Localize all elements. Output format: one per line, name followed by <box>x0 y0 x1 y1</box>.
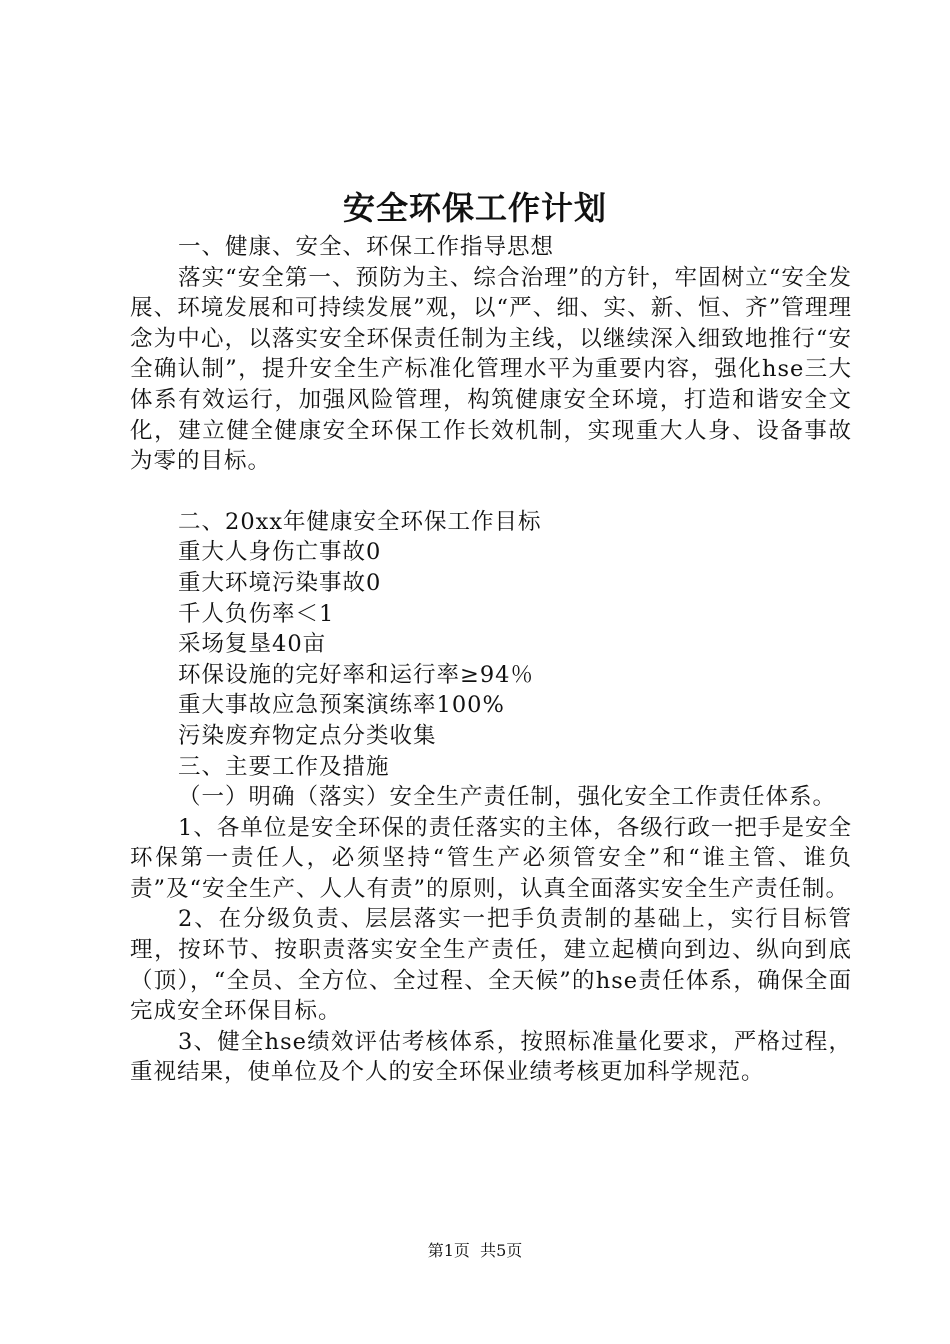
measure-item-3: 3、健全hse绩效评估考核体系，按照标准量化要求，严格过程，重视结果，使单位及个人的安全环保业绩考核更加科学规范。 <box>130 1028 852 1086</box>
target-item: 重大环境污染事故0 <box>178 569 382 596</box>
section-3-heading: 三、主要工作及措施 <box>178 753 390 780</box>
target-item: 重大人身伤亡事故0 <box>178 539 382 566</box>
section-1-heading: 一、健康、安全、环保工作指导思想 <box>178 234 555 260</box>
section-2-heading: 二、20xx年健康安全环保工作目标 <box>178 508 542 535</box>
section-1-paragraph: 落实“安全第一、预防为主、综合治理”的方针，牢固树立“安全发展、环境发展和可持续发展”观，以“严、细、实、新、恒、齐”管理理念为中心，以落实安全环保责任制为主线，以继续深入细致地推行“安全确认制”，提升安全生产标准化管理水平为重要内容，强化hse三大体系有效运行，加强风险管理，构筑健康安全环境，打造和谐安全文化，建立健全健康安全环保工作长效机制，实现重大人身、设备事故为零的目标。 <box>130 264 852 475</box>
target-item: 污染废弃物定点分类收集 <box>178 722 437 749</box>
measure-item-2: 2、在分级负责、层层落实一把手负责制的基础上，实行目标管理，按环节、按职责落实安全生产责任，建立起横向到边、纵向到底（顶），“全员、全方位、全过程、全天候”的hse责任体系，确保全面完成安全环保目标。 <box>130 906 852 1025</box>
target-item: 重大事故应急预案演练率100% <box>178 692 505 719</box>
page-footer: 第1页 共5页 <box>427 1241 523 1260</box>
target-item: 千人负伤率＜1 <box>178 600 335 627</box>
measure-item-1: 1、各单位是安全环保的责任落实的主体，各级行政一把手是安全环保第一责任人，必须坚持“管生产必须管安全”和“谁主管、谁负责”及“安全生产、人人有责”的原则，认真全面落实安全生产责任制。 <box>130 814 852 902</box>
subsection-1-heading: （一）明确（落实）安全生产责任制，强化安全工作责任体系。 <box>178 784 837 811</box>
document-body <box>130 232 852 1088</box>
paragraph-gap <box>130 477 852 507</box>
document-title: 安全环保工作计划 <box>342 189 607 227</box>
target-item: 采场复垦40亩 <box>178 631 327 658</box>
target-item: 环保设施的完好率和运行率≥94％ <box>178 661 534 688</box>
